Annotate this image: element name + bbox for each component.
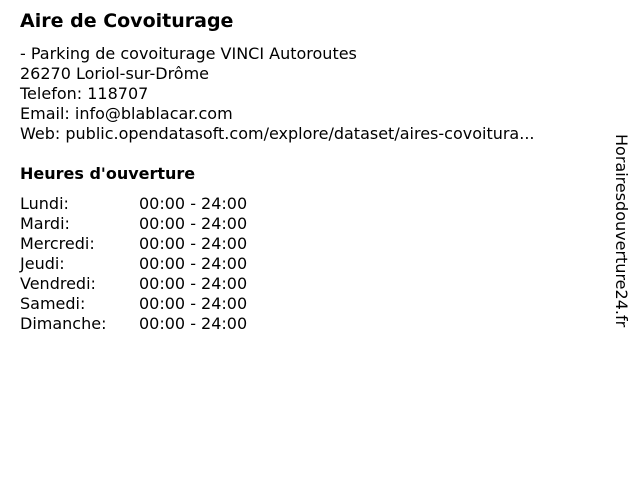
web-line: Web: public.opendatasoft.com/explore/dataset/aires-covoitura... — [20, 124, 535, 143]
hours-table — [20, 194, 247, 334]
day-label: Mardi: — [20, 214, 70, 233]
day-label: Dimanche: — [20, 314, 107, 333]
day-label: Lundi: — [20, 194, 69, 213]
hours-row-wednesday — [20, 234, 247, 254]
address-block — [20, 44, 535, 144]
site-watermark: Horairesdouverture24.fr — [612, 134, 631, 328]
time-range: 00:00 - 24:00 — [139, 274, 248, 293]
time-range: 00:00 - 24:00 — [139, 294, 248, 313]
hours-row-monday — [20, 194, 247, 214]
address-line-city: 26270 Loriol-sur-Drôme — [20, 64, 210, 83]
place-title: Aire de Covoiturage — [20, 10, 234, 32]
time-range: 00:00 - 24:00 — [139, 234, 248, 253]
hours-row-thursday — [20, 254, 247, 274]
day-label: Mercredi: — [20, 234, 95, 253]
day-label: Samedi: — [20, 294, 86, 313]
time-range: 00:00 - 24:00 — [139, 254, 248, 273]
time-range: 00:00 - 24:00 — [139, 214, 248, 233]
address-line-street: - Parking de covoiturage VINCI Autoroutes — [20, 44, 357, 63]
day-label: Vendredi: — [20, 274, 96, 293]
hours-heading: Heures d'ouverture — [20, 164, 196, 183]
phone-line: Telefon: 118707 — [20, 84, 149, 103]
time-range: 00:00 - 24:00 — [139, 314, 248, 333]
hours-row-friday — [20, 274, 247, 294]
hours-row-saturday — [20, 294, 247, 314]
hours-row-tuesday — [20, 214, 247, 234]
day-label: Jeudi: — [20, 254, 65, 273]
email-line: Email: info@blablacar.com — [20, 104, 233, 123]
time-range: 00:00 - 24:00 — [139, 194, 248, 213]
hours-row-sunday — [20, 314, 247, 334]
